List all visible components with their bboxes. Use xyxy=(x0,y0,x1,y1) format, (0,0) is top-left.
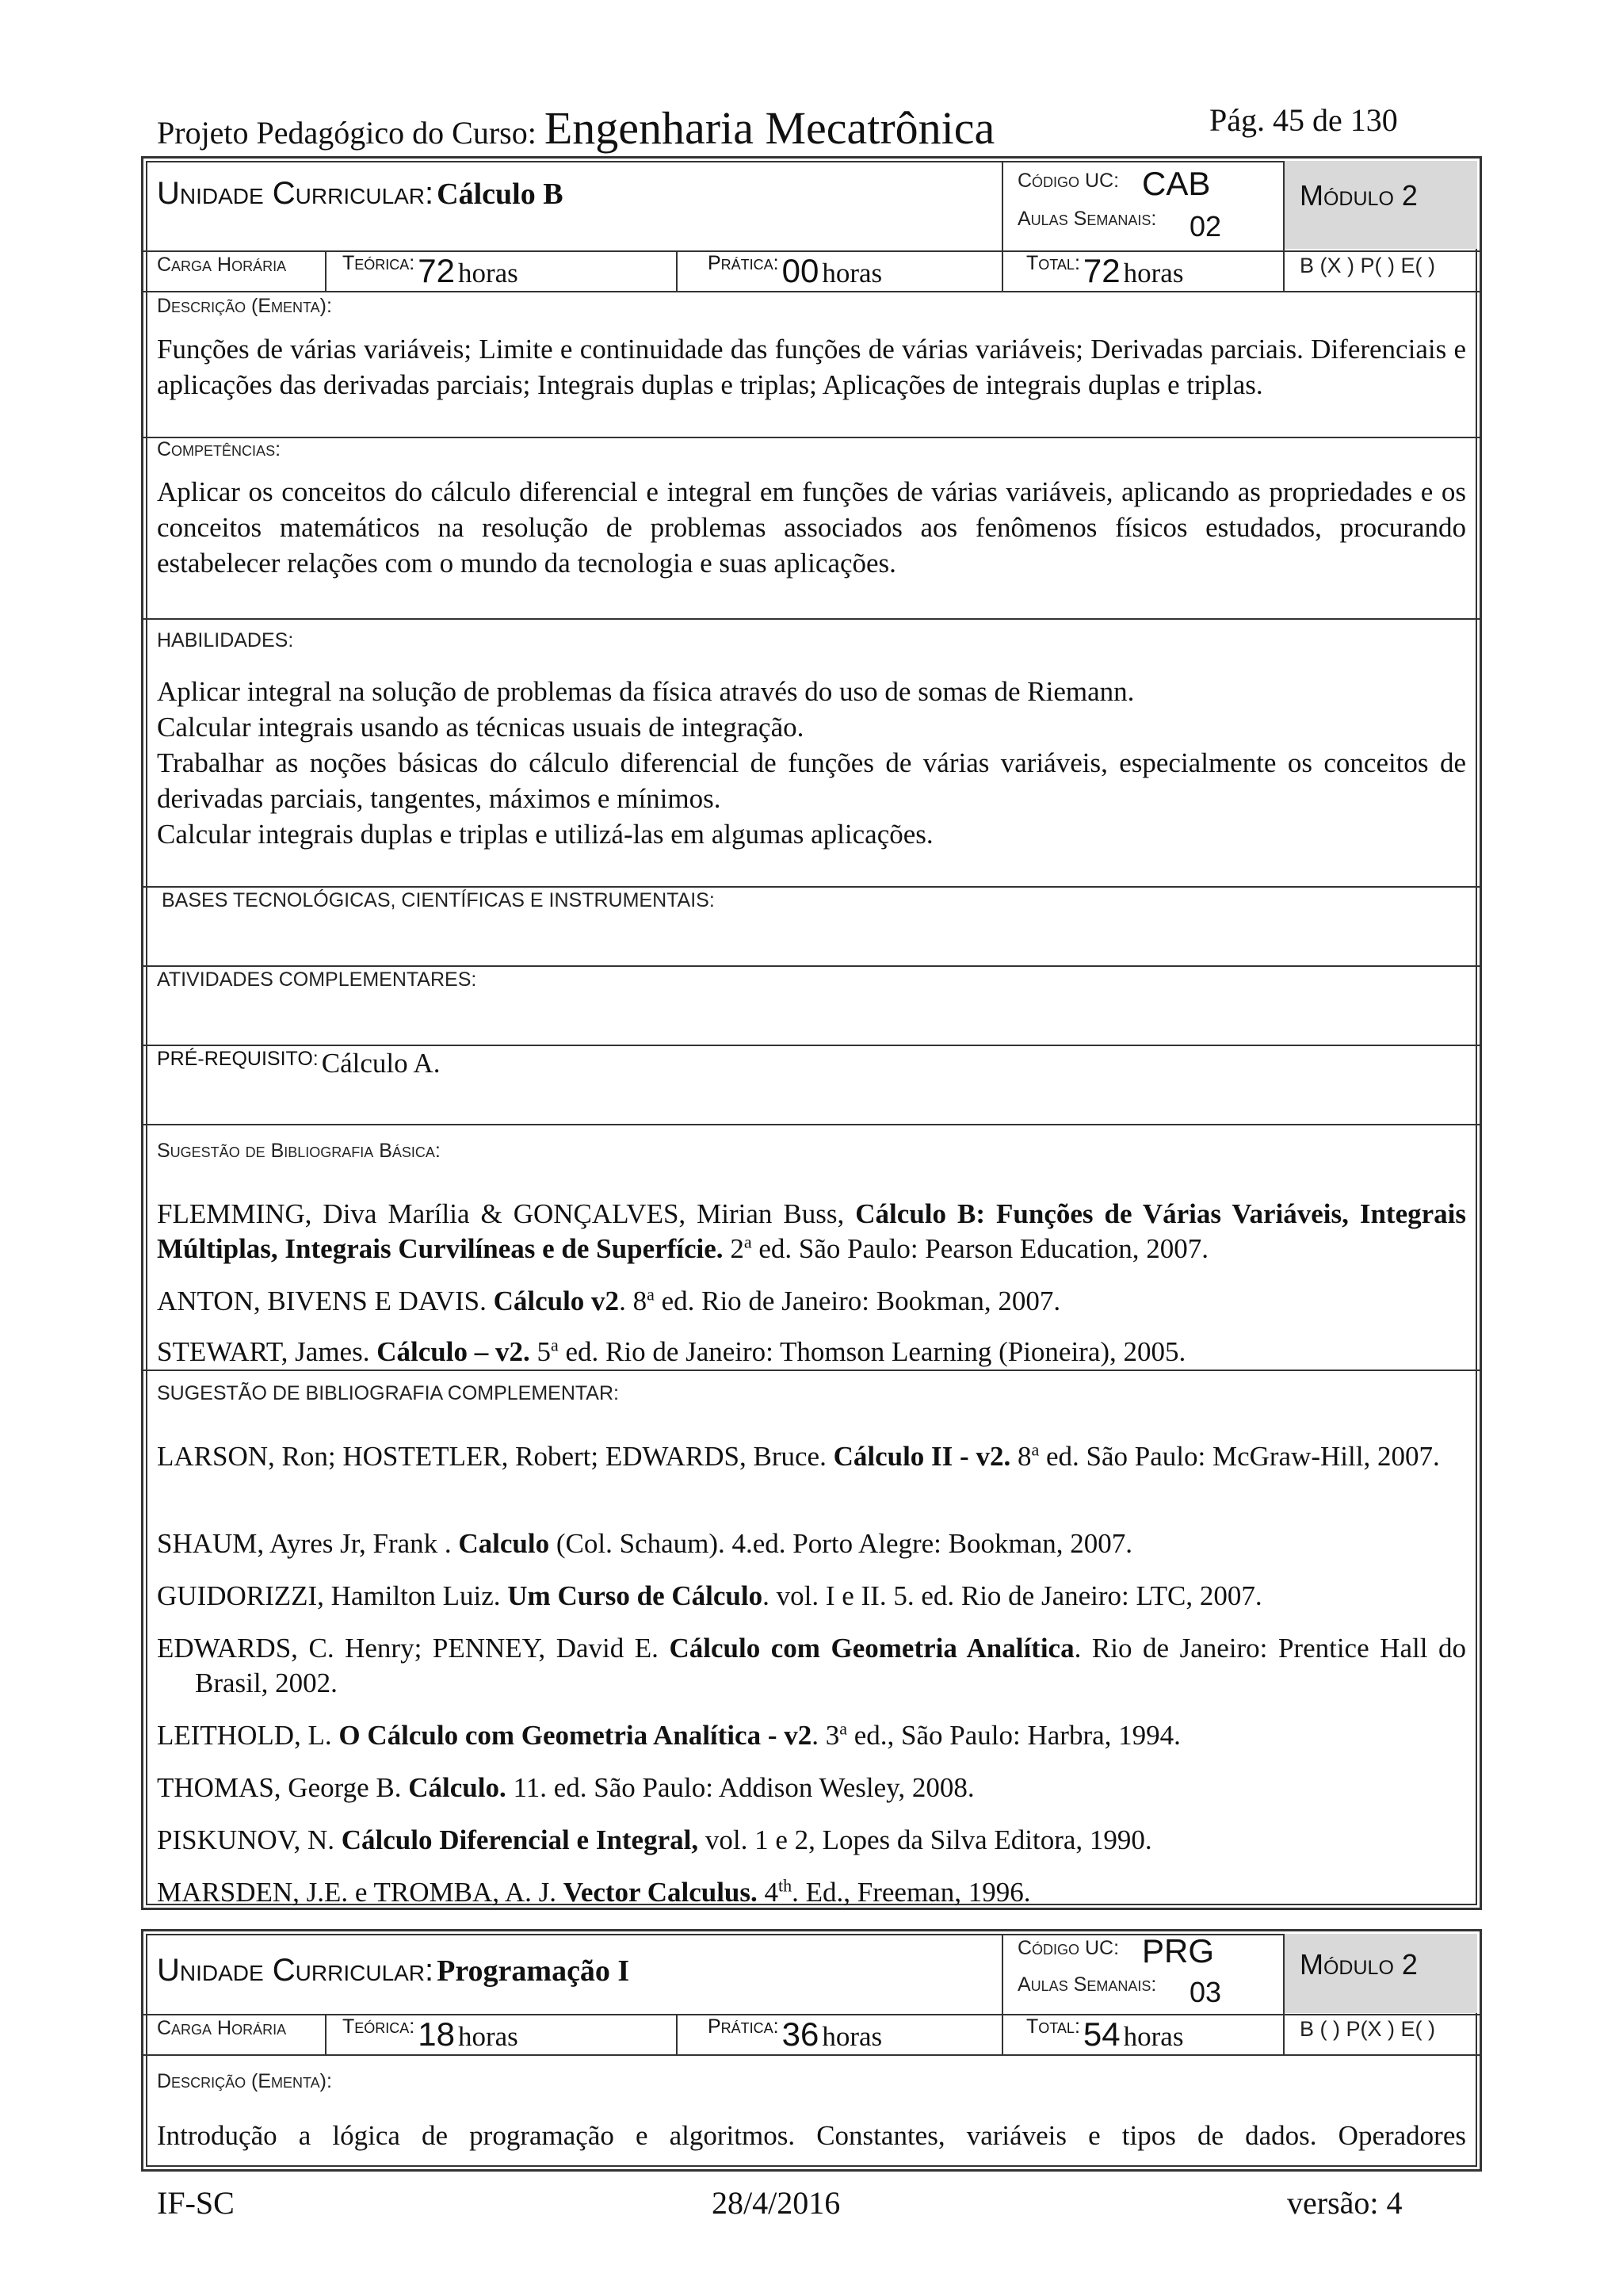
bib-basica-item: STEWART, James. Cálculo – v2. 5$^a$ ed. Rio de Janeiro: Thomson Learning (Pioneira), 2005. xyxy=(157,1335,1186,1367)
codigo-uc-label: Código UC: xyxy=(1018,170,1120,192)
aulas-semanais-label: Aulas Semanais: xyxy=(1018,1973,1157,1996)
unit2-title-row: Unidade Curricular: Programação I xyxy=(157,1953,630,1988)
unit2-code: PRG xyxy=(1142,1932,1215,1969)
project-label: Projeto Pedagógico do Curso: xyxy=(157,115,537,151)
bases-label: BASES TECNOLÓGICAS, CIENTÍFICAS E INSTRUMENTAIS: xyxy=(162,889,715,911)
bib-complementar-item: GUIDORIZZI, Hamilton Luiz. Um Curso de Cálculo. vol. I e II. 5. ed. Rio de Janeiro: LTC, 2007. xyxy=(157,1580,1262,1611)
bib-complementar-item: SHAUM, Ayres Jr, Frank . Calculo (Col. Schaum). 4.ed. Porto Alegre: Bookman, 2007. xyxy=(157,1528,1133,1559)
carga-horaria-label: Carga Horária xyxy=(157,254,287,276)
habilidades-label: HABILIDADES: xyxy=(157,629,294,651)
unit1-bpe: B (X ) P( ) E( ) xyxy=(1300,254,1435,277)
aulas-semanais-label: Aulas Semanais: xyxy=(1018,208,1157,230)
bib-complementar-item: THOMAS, George B. Cálculo. 11. ed. São Paulo: Addison Wesley, 2008. xyxy=(157,1772,975,1803)
unit1-pratica: Prática: 00 horas xyxy=(708,252,883,289)
unit2-aulas: 03 xyxy=(1190,1976,1222,2008)
unit2-name: Programação I xyxy=(437,1954,630,1988)
footer-institution: IF-SC xyxy=(157,2185,235,2221)
footer-version: versão: 4 xyxy=(1287,2185,1403,2221)
habilidade-item: Calcular integrais usando as técnicas usuais de integração. xyxy=(157,712,804,743)
bib-complementar-label: SUGESTÃO DE BIBLIOGRAFIA COMPLEMENTAR: xyxy=(157,1382,619,1404)
bib-complementar-item: MARSDEN, J.E. e TROMBA, A. J. Vector Calculus. 4th. Ed., Freeman, 1996. xyxy=(157,1875,1031,1908)
unit1-modulo-number: 2 xyxy=(1401,179,1418,212)
unit2-total: Total: 54 horas xyxy=(1026,2015,1184,2053)
descricao-label: Descrição (Ementa): xyxy=(157,2070,332,2092)
bib-complementar-item: LARSON, Ron; HOSTETLER, Robert; EDWARDS, Bruce. Cálculo II - v2. 8$^a$ ed. São Paulo: McGraw-Hill, 2007. xyxy=(157,1439,1440,1472)
unidade-curricular-label: Unidade Curricular: xyxy=(157,176,434,211)
unit2-teorica: Teórica: 18 horas xyxy=(342,2015,518,2053)
unit1-habilidades xyxy=(157,674,1466,852)
unit2-modulo: Módulo 2 xyxy=(1300,1948,1418,1981)
unit2-pratica: Prática: 36 horas xyxy=(708,2015,883,2053)
codigo-uc-label: Código UC: xyxy=(1018,1937,1120,1959)
unit1-competencias: Aplicar os conceitos do cálculo diferencial e integral em funções de várias variáveis, aplicando as propriedades e os conceitos matemáticos na resolução de problemas associados aos fenômenos físicos estudados, procurando estabelecer relações com o mundo da tecnologia e suas aplicações. xyxy=(157,476,1466,579)
habilidade-item: Trabalhar as noções básicas do cálculo diferencial de funções de várias variáveis, especialmente os conceitos de derivadas parciais, tangentes, máximos e mínimos. xyxy=(157,747,1466,814)
unit1-code: CAB xyxy=(1142,165,1211,202)
unit2-bpe: B ( ) P(X ) E( ) xyxy=(1300,2017,1435,2041)
pre-requisito-label: PRÉ-REQUISITO: xyxy=(157,1048,319,1070)
modulo-label: Módulo xyxy=(1300,179,1394,212)
footer-date: 28/4/2016 xyxy=(712,2185,841,2221)
bib-complementar-item: EDWARDS, C. Henry; PENNEY, David E. Cálculo com Geometria Analítica. Rio de Janeiro: Prentice Hall do Brasil, 2002. xyxy=(157,1633,1466,1698)
unit1-teorica: Teórica: 72 horas xyxy=(342,252,518,289)
descricao-label: Descrição (Ementa): xyxy=(157,295,332,317)
unit1-teorica-value: 72 xyxy=(418,252,455,289)
course-name: Engenharia Mecatrônica xyxy=(544,102,995,154)
carga-horaria-label: Carga Horária xyxy=(157,2017,287,2039)
unit1-total-value: 72 xyxy=(1083,252,1121,289)
bib-complementar-item: PISKUNOV, N. Cálculo Diferencial e Integral, vol. 1 e 2, Lopes da Silva Editora, 1990. xyxy=(157,1824,1152,1855)
pre-requisito-row xyxy=(157,1048,440,1079)
unit1-descricao: Funções de várias variáveis; Limite e continuidade das funções de várias variáveis; Derivadas parciais. Diferenciais e aplicações das derivadas parciais; Integrais duplas e triplas; Aplicações de integrais duplas e triplas. xyxy=(157,334,1466,400)
unit1-total: Total: 72 horas xyxy=(1026,252,1184,289)
atividades-label: ATIVIDADES COMPLEMENTARES: xyxy=(157,968,477,991)
page-number: Pág. 45 de 130 xyxy=(1209,102,1398,138)
bib-basica-label: Sugestão de Bibliografia Básica: xyxy=(157,1140,441,1162)
unit1-name: Cálculo B xyxy=(437,178,563,211)
unit1-title-row xyxy=(157,176,563,212)
competencias-label: Competências: xyxy=(157,438,281,460)
unit2-descricao: Introdução a lógica de programação e algoritmos. Constantes, variáveis e tipos de dados. Operadores xyxy=(157,2120,1466,2151)
page-header-project xyxy=(157,101,995,155)
unit1-pratica-value: 00 xyxy=(781,252,819,289)
habilidade-item: Aplicar integral na solução de problemas da física através do uso de somas de Riemann. xyxy=(157,676,1135,707)
unit1-aulas: 02 xyxy=(1190,210,1222,243)
bib-complementar-item: LEITHOLD, L. O Cálculo com Geometria Analítica - v2. 3$^a$ ed., São Paulo: Harbra, 1994. xyxy=(157,1718,1181,1751)
bib-basica-item: FLEMMING, Diva Marília & GONÇALVES, Mirian Buss, Cálculo B: Funções de Várias Variáveis, Integrais Múltiplas, Integrais Curvilíneas e de Superfície. 2$^a$ ed. São Paulo: Pearson Education, 2007. xyxy=(157,1198,1466,1264)
unit1-modulo xyxy=(1300,179,1418,212)
habilidade-item: Calcular integrais duplas e triplas e utilizá-las em algumas aplicações. xyxy=(157,819,934,850)
unit1-pre-requisito: Cálculo A. xyxy=(321,1048,441,1079)
bib-basica-item: ANTON, BIVENS E DAVIS. Cálculo v2. 8$^a$ ed. Rio de Janeiro: Bookman, 2007. xyxy=(157,1284,1061,1316)
